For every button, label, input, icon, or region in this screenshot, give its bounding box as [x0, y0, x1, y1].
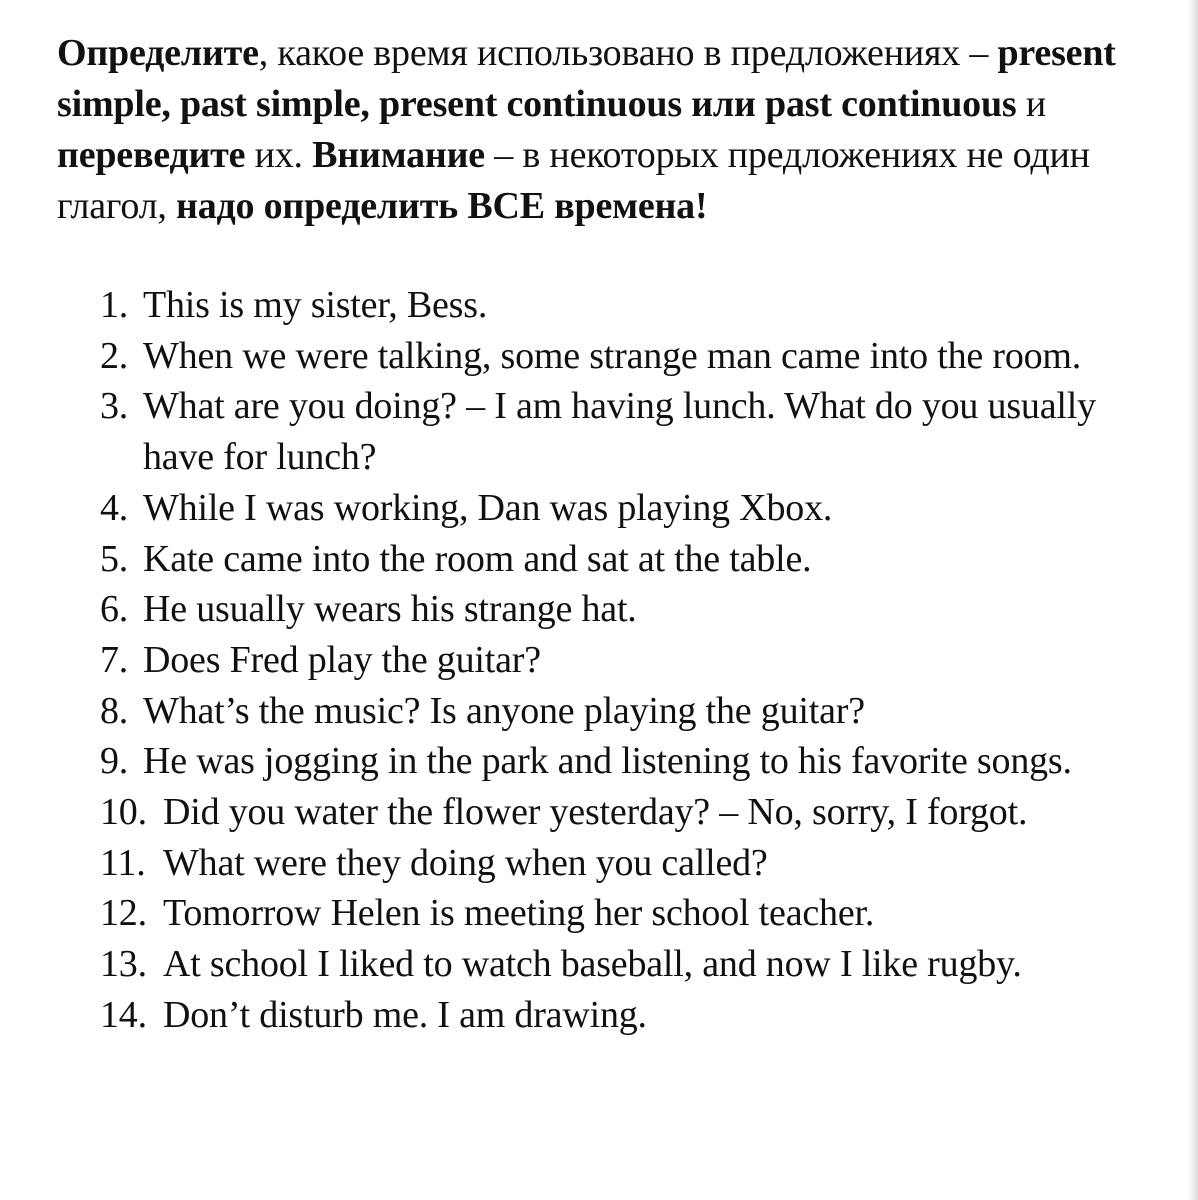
- item-text: While I was working, Dan was playing Xbox.: [143, 486, 833, 529]
- list-item: [0, 635, 1153, 686]
- list-item: [0, 584, 1153, 635]
- list-item: [0, 838, 1193, 889]
- instruction-text-4: – в некоторых предложениях не один глагол,: [57, 134, 1090, 227]
- instruction-bold-all-tenses: надо определить ВСЕ времена!: [176, 185, 708, 227]
- item-text: What’s the music? Is anyone playing the guitar?: [143, 689, 865, 732]
- item-text: What are you doing? – I am having lunch. What do you usually have for lunch?: [143, 385, 1096, 479]
- instruction-bold-attention: Внимание: [312, 134, 485, 176]
- item-number: 6.: [100, 588, 129, 631]
- item-number: 7.: [100, 638, 129, 681]
- item-number: 1.: [100, 284, 129, 326]
- list-item: [0, 534, 1153, 585]
- task-instruction: [57, 28, 1147, 232]
- list-item: [0, 483, 1153, 534]
- instruction-bold-translate: переведите: [57, 134, 246, 176]
- item-text: Tomorrow Helen is meeting her school teacher.: [163, 892, 875, 935]
- item-text: When we were talking, some strange man came into the room.: [143, 334, 1082, 377]
- instruction-text-3: их.: [245, 134, 313, 176]
- list-item: [0, 990, 1193, 1041]
- list-item: [0, 686, 1153, 737]
- item-number: 3.: [100, 385, 129, 428]
- item-number: 5.: [100, 537, 129, 580]
- item-number: 8.: [100, 689, 129, 732]
- instruction-text-1: , какое время использовано в предложениях –: [258, 32, 998, 74]
- item-number: 14.: [100, 993, 147, 1036]
- list-item: [0, 787, 1193, 838]
- list-item: [0, 280, 1153, 331]
- item-number: 12.: [100, 892, 147, 935]
- list-item: [0, 888, 1193, 939]
- item-text: What were they doing when you called?: [163, 841, 768, 884]
- item-text: Don’t disturb me. I am drawing.: [163, 993, 647, 1036]
- item-text: He was jogging in the park and listening to his favorite songs.: [143, 740, 1072, 783]
- instruction-bold-determine: Определите: [57, 32, 259, 74]
- list-item: [0, 331, 1153, 382]
- item-text: Does Fred play the guitar?: [143, 638, 541, 681]
- list-item: [0, 736, 1153, 787]
- item-text: He usually wears his strange hat.: [143, 588, 637, 631]
- instruction-bold-tenses: present simple, past simple, present continuous или past continuous: [57, 32, 1116, 125]
- instruction-text-2: и: [1016, 83, 1046, 125]
- item-number: 10.: [100, 791, 147, 834]
- item-text: At school I liked to watch baseball, and now I like rugby.: [163, 943, 1022, 986]
- item-number: 11.: [100, 841, 146, 884]
- item-text: Kate came into the room and sat at the table.: [143, 537, 812, 580]
- item-number: 13.: [100, 943, 147, 986]
- list-item: [0, 939, 1193, 990]
- item-number: 2.: [100, 334, 129, 377]
- item-text: This is my sister, Bess.: [143, 284, 488, 326]
- item-number: 4.: [100, 486, 129, 529]
- list-item: [0, 381, 1153, 482]
- item-number: 9.: [100, 740, 129, 783]
- item-text: Did you water the flower yesterday? – No, sorry, I forgot.: [163, 791, 1028, 834]
- sentence-list: [0, 280, 1198, 1041]
